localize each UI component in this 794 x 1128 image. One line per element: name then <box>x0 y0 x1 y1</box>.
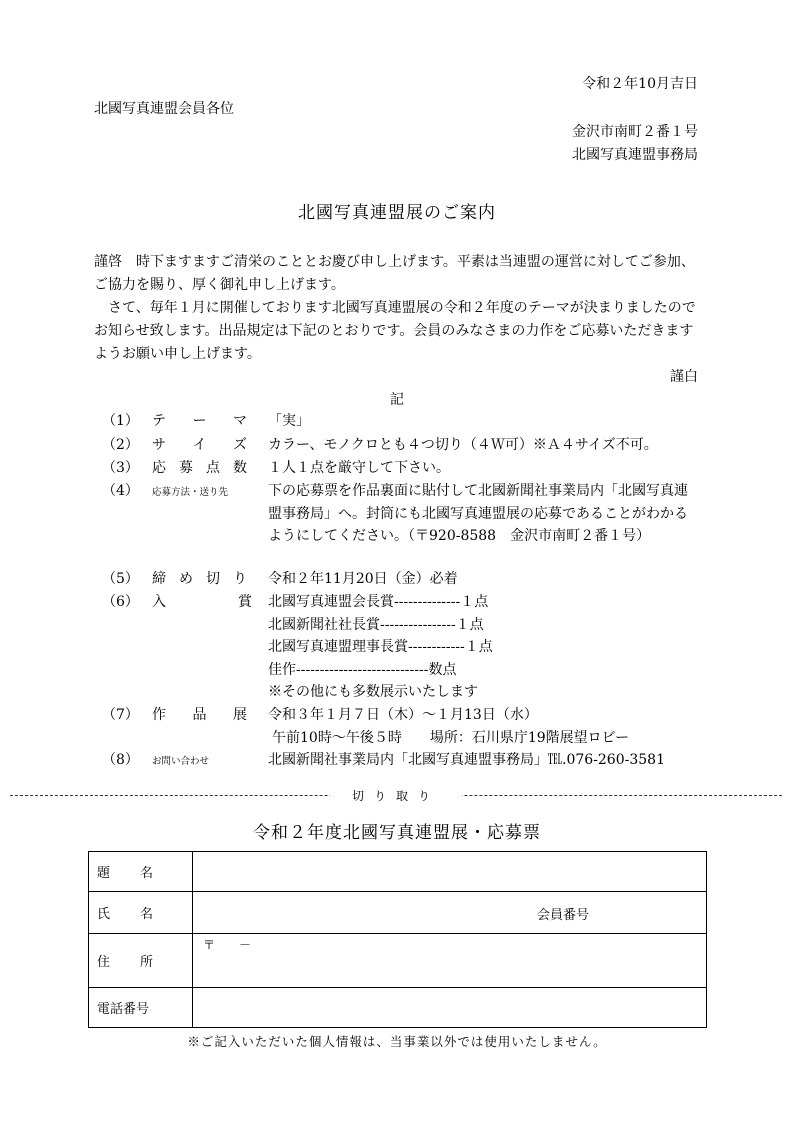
rule-label: 応 募 点 数 <box>152 460 247 476</box>
form-field-phone[interactable] <box>193 988 707 1028</box>
rule-value-line: 令和２年11月20日（金）必着 <box>268 571 458 587</box>
form-field-title[interactable] <box>193 852 707 892</box>
rule-number: （1） <box>102 413 139 429</box>
rule-label: 入 賞 <box>152 594 252 610</box>
addressee: 北國写真連盟会員各位 <box>94 101 234 117</box>
postal-prefix: 〒 － <box>203 938 252 952</box>
form-label-name: 氏 名 <box>89 892 193 934</box>
body-paragraph-announcement: さて、毎年１月に開催しております北國写真連盟展の令和２年度のテーマが決まりましたのでお知らせ致します。出品規定は下記のとおりです。会員のみなさまの力作をご応募いただきますようお願い申し上げます。 <box>94 300 696 362</box>
rule-value-line: 午前10時～午後５時 場所：石川県庁19階展望ロビー <box>272 729 630 746</box>
rule-number: （6） <box>102 594 139 610</box>
closing: 謹白 <box>670 369 698 385</box>
rule-number: （7） <box>102 707 139 723</box>
rule-label: 応募方法・送り先 <box>152 487 229 498</box>
rule-number: （5） <box>102 571 139 587</box>
rule-label: 作 品 展 <box>152 707 247 723</box>
rule-number: （8） <box>102 752 139 768</box>
form-label-phone: 電話番号 <box>89 988 193 1028</box>
form-field-address[interactable] <box>193 934 707 988</box>
rule-value-line: 佳作----------------------------数点 <box>268 661 457 678</box>
rule-value <box>268 568 700 591</box>
rule-number: （3） <box>102 460 139 476</box>
rule-value-line: 北國写真連盟会長賞--------------１点 <box>268 594 489 610</box>
form-row-address <box>89 934 707 988</box>
rule-label: テ ー マ <box>152 413 247 429</box>
sender-organization: 北國写真連盟事務局 <box>572 147 698 163</box>
date: 令和２年10月吉日 <box>582 76 698 92</box>
privacy-footnote: ※ご記入いただいた個人情報は、当事業以外では使用いたしません。 <box>187 1034 607 1049</box>
rule-label: サ イ ズ <box>152 437 247 453</box>
rule-value <box>268 434 700 457</box>
form-row-title <box>89 852 707 892</box>
rule-number: （2） <box>102 437 139 453</box>
form-title: 令和２年度北國写真連盟展・応募票 <box>253 823 541 843</box>
ki-heading: 記 <box>390 392 404 408</box>
rule-value <box>268 749 700 772</box>
rule-label: 締 め 切 り <box>152 571 247 587</box>
body-paragraph-greeting: 謹啓 時下ますますご清栄のこととお慶び申し上げます。平素は当連盟の運営に対してご参加、ご協力を賜り、厚く御礼申し上げます。 <box>94 254 695 293</box>
rule-value-line: 北國新聞社事業局内「北國写真連盟事務局」℡.076-260-3581 <box>268 752 665 768</box>
form-row-name <box>89 892 707 934</box>
form-row-phone <box>89 988 707 1028</box>
rule-value-line: 「実」 <box>268 413 310 429</box>
member-number-label: 会員番号 <box>537 908 590 923</box>
rule-value <box>268 457 700 480</box>
cut-label: 切り取り <box>330 787 462 804</box>
rule-number: （4） <box>102 483 139 499</box>
rule-value-line: ※その他にも多数展示いたします <box>268 684 478 700</box>
form-label-address: 住 所 <box>89 934 193 988</box>
rule-value <box>268 591 700 704</box>
rule-value-line: 令和３年１月７日（木）～１月13日（水） <box>268 707 538 723</box>
rule-value-line: カラー、モノクロとも４つ切り（４Ｗ可）※Ａ４サイズ不可。 <box>268 437 658 453</box>
rule-value-line: １人１点を厳守して下さい。 <box>268 460 450 476</box>
rule-value <box>268 410 700 433</box>
rule-label: お問い合わせ <box>152 756 210 767</box>
rule-value-line: 下の応募票を作品裏面に貼付して北國新聞社事業局内「北國写真連盟事務局」へ。封筒にも北國写真連盟展の応募であることがわかるようにしてください。（〒920-8588 金沢市南町２番１号） <box>268 483 688 544</box>
form-label-title: 題 名 <box>89 852 193 892</box>
rule-value <box>268 480 700 548</box>
rule-value-line: 北國新聞社社長賞----------------１点 <box>268 616 484 633</box>
rule-value <box>268 704 700 749</box>
sender-address: 金沢市南町２番１号 <box>572 124 698 140</box>
document-title: 北國写真連盟展のご案内 <box>298 203 496 223</box>
rule-value-line: 北國写真連盟理事長賞------------１点 <box>268 639 493 655</box>
form-field-name[interactable] <box>193 892 707 934</box>
entry-form-table <box>88 851 707 1028</box>
